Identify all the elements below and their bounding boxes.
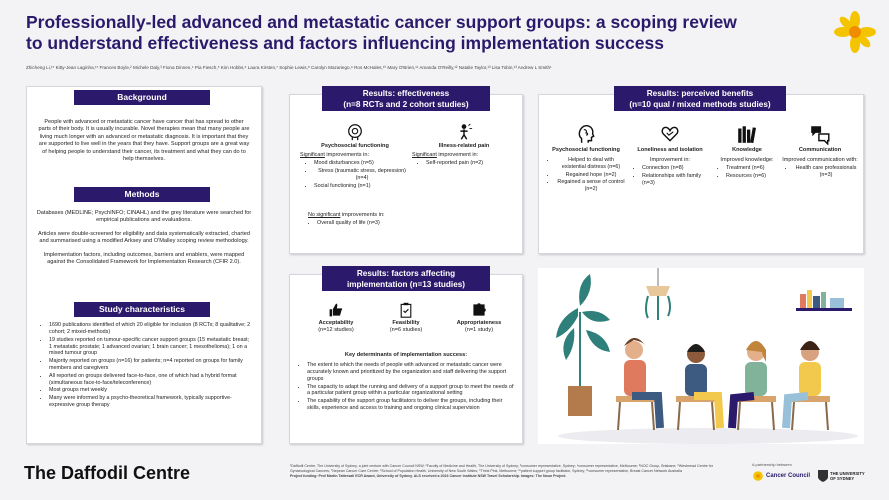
benefit-comm-list — [782, 165, 858, 179]
study-item: • 1690 publications identified of which 20 eligible for inclusion (8 RCTs; 8 qualitative; 2 cohort; 2 mixed-methods) — [49, 322, 252, 336]
benefit-knowledge-item: • Treatment (n=6) — [726, 165, 782, 172]
benefit-psych-title: Psychosocial functioning — [552, 147, 620, 153]
puzzle-icon — [440, 302, 518, 318]
nosig-list — [308, 220, 508, 227]
methods-p2: Articles were double-screened for eligibility and data systematically extracted, charted and summarised using a modified Arksey and O'Malley scoping review methodology. — [37, 230, 251, 245]
benefits-heading-line-1: Results: perceived benefits — [646, 88, 754, 98]
psych-sig-rest: improvements in: — [324, 152, 370, 158]
psych-item: • Mood disturbances (n=5) — [314, 160, 410, 167]
psych-title: Psychosocial functioning — [321, 143, 389, 149]
benefit-col-psych — [546, 123, 626, 194]
key-determinant-item: • The extent to which the needs of people with advanced or metastatic cancer were accurately known and prioritized by the organization and staff delivering the support groups — [307, 362, 516, 383]
crest-icon — [818, 470, 828, 482]
key-determinant-item: • The capability of the support group facilitators to deliver the groups, including their skills, experience and access to training and ongoing clinical supervision — [307, 398, 516, 412]
pain-sig-word: Significant — [412, 152, 437, 158]
benefit-psych-item: • Helped to deal with existential distress (n=6) — [556, 157, 626, 171]
feasibility-sub: (n=6 studies) — [389, 327, 423, 333]
benefit-lonely-list — [630, 165, 710, 187]
speech-bubbles-icon — [782, 123, 858, 145]
benefit-knowledge-title: Knowledge — [732, 147, 762, 153]
study-item: • 19 studies reported on tumour-specific cancer support groups (15 metastatic breast; 1 metastatic prostate; 1 advanced ovarian; 1 brain cancer; 1 mesothelioma); 1 on a mixed tumour group — [49, 337, 252, 358]
partnership-label: A partnership between — [752, 462, 792, 467]
cancer-council-text: Cancer Council — [766, 473, 811, 479]
benefit-psych-item: • Regained a sense of control (n=2) — [556, 179, 626, 193]
benefit-lonely-item: • Connection (n=8) — [642, 165, 710, 172]
support-group-illustration — [538, 268, 864, 444]
brain-head-icon — [300, 123, 410, 141]
psych-column — [300, 123, 410, 190]
clipboard-check-icon — [370, 302, 442, 318]
partner-logos — [752, 470, 870, 482]
daffodil-icon — [752, 470, 764, 482]
cancer-council-logo — [752, 470, 810, 482]
methods-heading-text: Methods — [124, 189, 160, 199]
daffodil-logo — [833, 10, 877, 59]
benefit-col-lonely — [630, 123, 710, 188]
poster-title — [26, 12, 786, 54]
benefit-lonely-title: Loneliness and isolation — [637, 147, 703, 153]
background-heading-text: Background — [117, 92, 167, 102]
pain-column — [412, 123, 516, 168]
title-line-1: Professionally-led advanced and metastatic cancer support groups: a scoping review — [26, 12, 737, 32]
head-icon — [546, 123, 626, 145]
factors-panel — [289, 274, 523, 444]
benefit-comm-item: • Health care professionals (n=3) — [794, 165, 858, 179]
key-determinants-list — [298, 362, 516, 413]
factors-heading-line-1: Results: factors affecting — [356, 268, 456, 278]
outcome-acceptability — [300, 302, 372, 334]
methods-p3: Implementation factors, including outcomes, barriers and enablers, were mapped against the Consolidated Framework for Implementation Research (CFIR 2.0). — [43, 251, 245, 266]
feasibility-title: Feasibility — [392, 320, 420, 326]
benefit-comm-title: Communication — [798, 147, 842, 153]
thumbs-up-icon — [300, 302, 372, 318]
pain-list — [412, 160, 516, 167]
study-item: • Many were informed by a psycho-theoretical framework, typically supportive-expressive group therapy — [49, 395, 252, 409]
benefit-knowledge-item: • Resources (n=6) — [726, 173, 782, 180]
study-heading-text: Study characteristics — [99, 304, 185, 314]
outcome-feasibility — [370, 302, 442, 334]
funding-text: Project funding: Prof Martin Tattersall ECR Award, University of Sydney. ALS received a 2024 Cancer Institute NSW Travel Scholarship. Images: The Noun Project. — [290, 474, 567, 479]
pain-title: Illness-related pain — [438, 143, 490, 149]
nosig-rest: improvements in: — [340, 212, 385, 218]
benefit-lonely-item: • Relationships with family (n=3) — [642, 173, 710, 187]
key-determinant-item: • The capacity to adapt the running and delivery of a support group to meet the needs of a particular patient group within a particular organizational setting — [307, 384, 516, 398]
methods-heading — [74, 187, 210, 202]
acceptability-title: Acceptability — [318, 320, 354, 326]
usyd-text: THE UNIVERSITY OF SYDNEY — [830, 471, 865, 481]
factors-heading — [322, 266, 490, 291]
usyd-logo — [818, 470, 870, 482]
pain-sig-line — [412, 152, 516, 159]
effectiveness-heading — [322, 86, 490, 111]
nosig-line — [308, 212, 508, 219]
acceptability-sub: (n=12 studies) — [318, 327, 354, 333]
benefit-col-comm — [782, 123, 858, 180]
partnership-block — [752, 462, 870, 482]
heart-hands-icon — [630, 123, 710, 145]
psych-sig-line — [300, 152, 410, 159]
appropriateness-title: Appropriateness — [456, 320, 502, 326]
footnote — [290, 464, 730, 480]
benefits-heading-line-2: (n=10 qual / mixed methods studies) — [629, 99, 771, 109]
study-item: • Majority reported on groups (n=16) for patients; n=4 reported on groups for family members and caregivers — [49, 358, 252, 372]
methods-text — [34, 210, 254, 266]
benefits-heading — [614, 86, 786, 111]
nosig-word: No significant — [308, 212, 341, 218]
nosig-block — [308, 212, 508, 228]
background-text: People with advanced or metastatic cancer have cancer that has spread to other parts of their body. It is usually incurable. Novel therapies mean that many people are living much longer with an advanced or metastatic diagnosis. It is important that they are supported to live well in the years that they have. Support groups are a great way of helping people to understand their cancer, its treatment and what they can do to help themselves. — [38, 119, 250, 163]
factors-heading-line-2: implementation (n=13 studies) — [346, 279, 466, 289]
psych-list — [300, 160, 410, 189]
study-item: • All reported on groups delivered face-to-face, one of which had a hybrid format (simultaneous face-to-face/teleconference) — [49, 373, 252, 387]
benefit-lonely-intro: Improvement in: — [649, 157, 691, 163]
benefit-knowledge-intro: Improved knowledge: — [720, 157, 774, 163]
benefit-knowledge-list — [712, 165, 782, 180]
appropriateness-sub: (n=1 study) — [464, 327, 494, 333]
methods-p1: Databases (MEDLINE; PsychINFO; CINAHL) and the grey literature were searched for empirical publications and evaluations. — [36, 210, 252, 224]
outcome-appropriateness — [440, 302, 518, 334]
books-icon — [712, 123, 782, 145]
psych-sig-word: Significant — [300, 152, 325, 158]
background-heading — [74, 90, 210, 105]
affiliations-text: ¹Daffodil Centre, The University of Sydney, a joint venture with Cancer Council NSW; ²Faculty of Medicine and Health, The University of Sydney; ³consumer representative, Sydney; ⁴consumer representative, Melbourne; ⁵NOC Group, Brisbane; ⁶Westmead Centre for Gynaecological Cancers; ⁷Nepean Cancer Care Centre; ⁸School of Population Health, University of New South Wales; ⁹Think Pink, Melbourne; ¹⁰patient support group facilitator, Sydney; ¹¹consumer representative, Breast Cancer Network Australia — [290, 464, 713, 474]
benefit-psych-item: • Regained hope (n=2) — [556, 172, 626, 179]
key-determinants-title: Key determinants of implementation success: — [344, 352, 468, 358]
daffodil-centre-logo: The Daffodil Centre — [24, 463, 191, 483]
title-line-2: to understand effectiveness and factors influencing implementation success — [26, 33, 664, 53]
benefit-col-knowledge — [712, 123, 782, 181]
effectiveness-heading-line-2: (n=8 RCTs and 2 cohort studies) — [343, 99, 469, 109]
pain-figure-icon — [412, 123, 516, 141]
effectiveness-heading-line-1: Results: effectiveness — [362, 88, 450, 98]
psych-item: • Social functioning (n=1) — [314, 183, 410, 190]
study-item: • Most groups met weekly — [49, 387, 252, 394]
benefit-psych-list — [546, 157, 626, 193]
study-heading — [74, 302, 210, 317]
study-list — [40, 322, 252, 410]
benefit-comm-intro: Improved communication with: — [782, 157, 858, 163]
pain-sig-rest: improvement in: — [436, 152, 479, 158]
author-list: Zhicheng Li,¹* Kitty-Jean Laginha,¹* Frances Boyle,² Michele Daly,³ Fiona Dinnen,⁴ Pia Fiesch,⁵ Kim Hobbs,⁶ Laura Kirsten,⁷ Sophie Lewis,⁸ Carolyn Mazariego,⁹ Ros McHales,¹⁰ Mary O'Brien,¹¹ Amanda O'Reilly,¹² Natalie Taylor,¹³ Lisa Tobin,¹³ Andrew L Smith¹ — [26, 65, 552, 70]
pain-item: • Self-reported pain (n=2) — [426, 160, 516, 167]
nosig-item: • Overall quality of life (n=3) — [317, 220, 508, 227]
psych-item: • Stress (traumatic stress, depression) (n=4) — [314, 168, 410, 182]
